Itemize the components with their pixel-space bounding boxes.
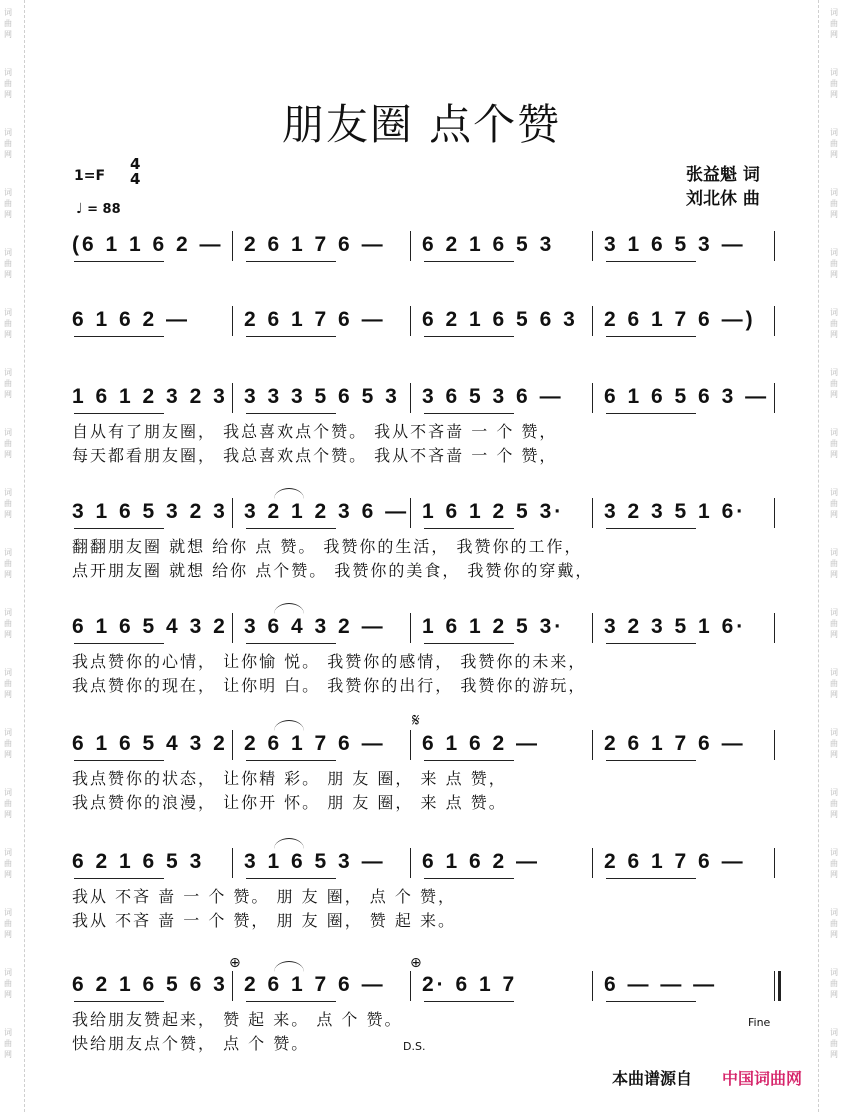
measure-notes: 6 — — —: [604, 973, 718, 996]
beam-line: [74, 760, 164, 761]
lyric-line: 我给朋友赞起来， 赞 起 来。 点 个 赞。: [72, 1010, 403, 1029]
watermark-char: 网: [830, 390, 838, 399]
watermark-char: 网: [830, 990, 838, 999]
beam-line: [246, 528, 336, 529]
bar-line: [232, 383, 233, 413]
watermark-char: 词: [830, 788, 838, 797]
watermark-char: 网: [4, 870, 12, 879]
watermark-char: 词: [830, 728, 838, 737]
lyric-line: 翻翻朋友圈 就想 给你 点 赞。 我赞你的生活， 我赞你的工作，: [72, 537, 583, 556]
watermark-char: 词: [830, 68, 838, 77]
watermark-char: 词: [4, 968, 12, 977]
watermark-char: 词: [830, 488, 838, 497]
watermark-char: 曲: [4, 379, 12, 388]
watermark-char: 曲: [4, 439, 12, 448]
measure-notes: 3 3 3 5 6 5 3: [244, 385, 400, 408]
lyric-line: 我点赞你的现在， 让你明 白。 我赞你的出行， 我赞你的游玩，: [72, 676, 587, 695]
measure-notes: 3 6 5 3 6 —: [422, 385, 564, 408]
watermark-char: 网: [830, 1050, 838, 1059]
watermark-char: 词: [4, 668, 12, 677]
watermark-char: 网: [4, 750, 12, 759]
bar-line: [592, 613, 593, 643]
measure-notes: 1 6 1 2 5 3·: [422, 615, 565, 638]
slur: [274, 488, 304, 499]
watermark-char: 曲: [830, 499, 838, 508]
bar-line: [410, 306, 411, 336]
measure-notes: 3 1 6 5 3 —: [244, 850, 386, 873]
beam-line: [606, 878, 696, 879]
watermark-char: 网: [4, 810, 12, 819]
watermark-char: 曲: [4, 739, 12, 748]
watermark-char: 网: [830, 150, 838, 159]
bar-line: [774, 730, 775, 760]
coda-mark-1: ⊕: [229, 955, 241, 971]
watermark-char: 网: [830, 870, 838, 879]
quarter-note-icon: ♩: [76, 201, 83, 217]
watermark-char: 词: [4, 1028, 12, 1037]
beam-line: [74, 643, 164, 644]
watermark-char: 网: [4, 150, 12, 159]
beam-line: [246, 261, 336, 262]
beam-line: [424, 760, 514, 761]
measure-notes: 3 2 1 2 3 6 —: [244, 500, 410, 523]
watermark-char: 网: [830, 90, 838, 99]
lyric-line: 我从 不吝 啬 一 个 赞， 朋 友 圈， 赞 起 来。: [72, 911, 456, 930]
final-bar-line: [778, 971, 781, 1001]
watermark-char: 曲: [4, 19, 12, 28]
bar-line: [232, 971, 233, 1001]
watermark-char: 词: [830, 428, 838, 437]
beam-line: [424, 1001, 514, 1002]
bar-line: [774, 306, 775, 336]
coda-mark-2: ⊕: [410, 955, 422, 971]
watermark-char: 网: [4, 390, 12, 399]
watermark-char: 曲: [830, 1039, 838, 1048]
bar-line: [592, 383, 593, 413]
watermark-char: 曲: [4, 199, 12, 208]
watermark-char: 曲: [4, 139, 12, 148]
watermark-char: 词: [830, 248, 838, 257]
watermark-char: 词: [4, 368, 12, 377]
watermark-char: 网: [830, 330, 838, 339]
watermark-char: 词: [4, 548, 12, 557]
watermark-char: 网: [830, 570, 838, 579]
measure-notes: 6 1 6 5 4 3 2: [72, 732, 228, 755]
lyric-line: 我点赞你的心情， 让你愉 悦。 我赞你的感情， 我赞你的未来，: [72, 652, 587, 671]
watermark-char: 网: [4, 510, 12, 519]
slur: [274, 838, 304, 849]
watermark-char: 词: [830, 1028, 838, 1037]
bar-line: [592, 306, 593, 336]
watermark-char: 词: [4, 908, 12, 917]
watermark-char: 网: [4, 630, 12, 639]
beam-line: [606, 528, 696, 529]
bar-line: [232, 730, 233, 760]
beam-line: [74, 528, 164, 529]
watermark-char: 词: [830, 608, 838, 617]
beam-line: [424, 528, 514, 529]
watermark-char: 网: [830, 210, 838, 219]
watermark-char: 词: [4, 68, 12, 77]
watermark-char: 词: [4, 128, 12, 137]
watermark-char: 曲: [830, 619, 838, 628]
watermark-char: 词: [830, 128, 838, 137]
lyric-line: 我点赞你的状态， 让你精 彩。 朋 友 圈， 来 点 赞，: [72, 769, 507, 788]
watermark-char: 网: [4, 210, 12, 219]
watermark-char: 网: [830, 630, 838, 639]
lyric-line: 点开朋友圈 就想 给你 点个赞。 我赞你的美食， 我赞你的穿戴，: [72, 561, 594, 580]
watermark-char: 网: [830, 810, 838, 819]
lyric-line: 我从 不吝 啬 一 个 赞。 朋 友 圈， 点 个 赞，: [72, 887, 456, 906]
watermark-char: 词: [830, 968, 838, 977]
beam-line: [246, 336, 336, 337]
watermark-char: 网: [830, 30, 838, 39]
beam-line: [424, 643, 514, 644]
watermark-char: 曲: [4, 979, 12, 988]
beam-line: [606, 1001, 696, 1002]
watermark-char: 网: [830, 510, 838, 519]
beam-line: [606, 760, 696, 761]
bar-line: [232, 613, 233, 643]
bar-line: [232, 306, 233, 336]
watermark-char: 曲: [830, 919, 838, 928]
beam-line: [606, 643, 696, 644]
watermark-char: 网: [4, 1050, 12, 1059]
watermark-char: 词: [4, 848, 12, 857]
watermark-char: 曲: [4, 319, 12, 328]
bar-line: [410, 730, 411, 760]
bar-line: [774, 971, 775, 1001]
beam-line: [606, 413, 696, 414]
watermark-char: 曲: [4, 859, 12, 868]
measure-notes: 3 2 3 5 1 6·: [604, 500, 747, 523]
slur: [274, 961, 304, 972]
source-label: 本曲谱源自: [612, 1069, 693, 1088]
watermark-char: 网: [4, 90, 12, 99]
watermark-char: 网: [830, 690, 838, 699]
watermark-char: 曲: [4, 79, 12, 88]
watermark-char: 网: [830, 270, 838, 279]
beam-line: [74, 878, 164, 879]
measure-notes: (6 1 1 6 2 —: [72, 233, 224, 256]
beam-line: [74, 336, 164, 337]
beam-line: [74, 1001, 164, 1002]
beam-line: [606, 336, 696, 337]
watermark-char: 词: [4, 8, 12, 17]
watermark-char: 曲: [830, 79, 838, 88]
bar-line: [774, 383, 775, 413]
watermark-char: 词: [4, 488, 12, 497]
beam-line: [424, 261, 514, 262]
watermark-char: 网: [830, 750, 838, 759]
beam-line: [424, 878, 514, 879]
beam-line: [74, 261, 164, 262]
watermark-char: 词: [830, 668, 838, 677]
watermark-char: 曲: [830, 799, 838, 808]
beam-line: [74, 413, 164, 414]
beam-line: [424, 336, 514, 337]
watermark-char: 词: [830, 548, 838, 557]
time-signature: 4 4: [130, 155, 141, 188]
bar-line: [410, 383, 411, 413]
watermark-char: 词: [4, 188, 12, 197]
measure-notes: 2 6 1 7 6 —: [604, 850, 746, 873]
watermark-char: 词: [830, 848, 838, 857]
measure-notes: 6 2 1 6 5 3: [422, 233, 555, 256]
bar-line: [232, 231, 233, 261]
watermark-char: 网: [4, 990, 12, 999]
fine-mark: Fine: [748, 1016, 771, 1029]
bar-line: [774, 498, 775, 528]
measure-notes: 6 2 1 6 5 6 3: [422, 308, 578, 331]
watermark-char: 曲: [830, 139, 838, 148]
bar-line: [232, 498, 233, 528]
watermark-char: 网: [830, 930, 838, 939]
bar-line: [410, 498, 411, 528]
watermark-char: 曲: [830, 319, 838, 328]
watermark-char: 网: [4, 30, 12, 39]
watermark-char: 曲: [830, 19, 838, 28]
watermark-char: 词: [830, 188, 838, 197]
watermark-char: 曲: [4, 679, 12, 688]
measure-notes: 6 1 6 2 —: [422, 732, 541, 755]
measure-notes: 6 2 1 6 5 3: [72, 850, 205, 873]
measure-notes: 3 6 4 3 2 —: [244, 615, 386, 638]
bar-line: [232, 848, 233, 878]
beam-line: [246, 643, 336, 644]
measure-notes: 2 6 1 7 6 —: [244, 732, 386, 755]
measure-notes: 6 1 6 2 —: [422, 850, 541, 873]
watermark-char: 曲: [830, 439, 838, 448]
measure-notes: 2 6 1 7 6 —: [244, 233, 386, 256]
lyric-line: 每天都看朋友圈， 我总喜欢点个赞。 我从不吝啬 一 个 赞，: [72, 446, 558, 465]
watermark-char: 网: [4, 690, 12, 699]
slur: [274, 720, 304, 731]
beam-line: [246, 413, 336, 414]
watermark-char: 曲: [4, 799, 12, 808]
bar-line: [774, 231, 775, 261]
watermark-char: 词: [830, 308, 838, 317]
watermark-char: 词: [830, 368, 838, 377]
beam-line: [246, 878, 336, 879]
key-signature: 1=F: [74, 168, 106, 184]
site-name[interactable]: 中国词曲网: [722, 1069, 803, 1088]
measure-notes: 6 1 6 2 —: [72, 308, 191, 331]
bar-line: [592, 231, 593, 261]
lyric-line: 自从有了朋友圈， 我总喜欢点个赞。 我从不吝啬 一 个 赞，: [72, 422, 558, 441]
bar-line: [592, 498, 593, 528]
watermark-char: 曲: [4, 619, 12, 628]
slur: [274, 603, 304, 614]
measure-notes: 2 6 1 7 6 —): [604, 308, 756, 331]
watermark-char: 词: [4, 608, 12, 617]
watermark-char: 曲: [4, 919, 12, 928]
watermark-char: 网: [4, 270, 12, 279]
bar-line: [410, 971, 411, 1001]
beam-line: [246, 1001, 336, 1002]
beam-line: [246, 760, 336, 761]
measure-notes: 2 6 1 7 6 —: [244, 973, 386, 996]
bar-line: [410, 613, 411, 643]
bar-line: [592, 971, 593, 1001]
watermark-char: 曲: [830, 979, 838, 988]
watermark-char: 词: [830, 908, 838, 917]
watermark-char: 曲: [4, 259, 12, 268]
beam-line: [424, 413, 514, 414]
bar-line: [410, 231, 411, 261]
lyricist-credit: 张益魁 词: [686, 165, 760, 185]
composer-credit: 刘北休 曲: [686, 189, 760, 209]
measure-notes: 6 2 1 6 5 6 3: [72, 973, 228, 996]
watermark-char: 网: [4, 330, 12, 339]
watermark-char: 曲: [830, 199, 838, 208]
measure-notes: 6 1 6 5 4 3 2: [72, 615, 228, 638]
measure-notes: 2· 6 1 7: [422, 973, 518, 996]
song-title: 朋友圈 点个赞: [281, 100, 562, 149]
watermark-char: 曲: [830, 859, 838, 868]
watermark-char: 词: [4, 788, 12, 797]
watermark-char: 词: [4, 428, 12, 437]
watermark-char: 词: [830, 8, 838, 17]
lyric-line: 快给朋友点个赞， 点 个 赞。: [72, 1034, 310, 1053]
watermark-char: 词: [4, 728, 12, 737]
watermark-char: 词: [4, 248, 12, 257]
watermark-char: 曲: [4, 499, 12, 508]
lyric-line: 我点赞你的浪漫， 让你开 怀。 朋 友 圈， 来 点 赞。: [72, 793, 507, 812]
watermark-char: 曲: [830, 559, 838, 568]
watermark-char: 曲: [830, 379, 838, 388]
measure-notes: 1 6 1 2 3 2 3: [72, 385, 228, 408]
beam-line: [606, 261, 696, 262]
watermark-char: 网: [4, 570, 12, 579]
watermark-char: 网: [4, 930, 12, 939]
measure-notes: 3 1 6 5 3 —: [604, 233, 746, 256]
watermark-char: 网: [830, 450, 838, 459]
watermark-char: 词: [4, 308, 12, 317]
measure-notes: 3 1 6 5 3 2 3: [72, 500, 228, 523]
measure-notes: 6 1 6 5 6 3 —: [604, 385, 770, 408]
measure-notes: 1 6 1 2 5 3·: [422, 500, 565, 523]
measure-notes: 3 2 3 5 1 6·: [604, 615, 747, 638]
bar-line: [592, 848, 593, 878]
watermark-char: 网: [4, 450, 12, 459]
bar-line: [774, 848, 775, 878]
measure-notes: 2 6 1 7 6 —: [244, 308, 386, 331]
bar-line: [774, 613, 775, 643]
watermark-char: 曲: [830, 739, 838, 748]
segno-mark: 𝄋: [412, 710, 420, 731]
watermark-char: 曲: [4, 559, 12, 568]
tempo-marking: ♩ = 88: [76, 201, 121, 217]
bar-line: [592, 730, 593, 760]
measure-notes: 2 6 1 7 6 —: [604, 732, 746, 755]
watermark-char: 曲: [4, 1039, 12, 1048]
ds-mark: D.S.: [403, 1040, 426, 1053]
bar-line: [410, 848, 411, 878]
watermark-char: 曲: [830, 259, 838, 268]
watermark-char: 曲: [830, 679, 838, 688]
